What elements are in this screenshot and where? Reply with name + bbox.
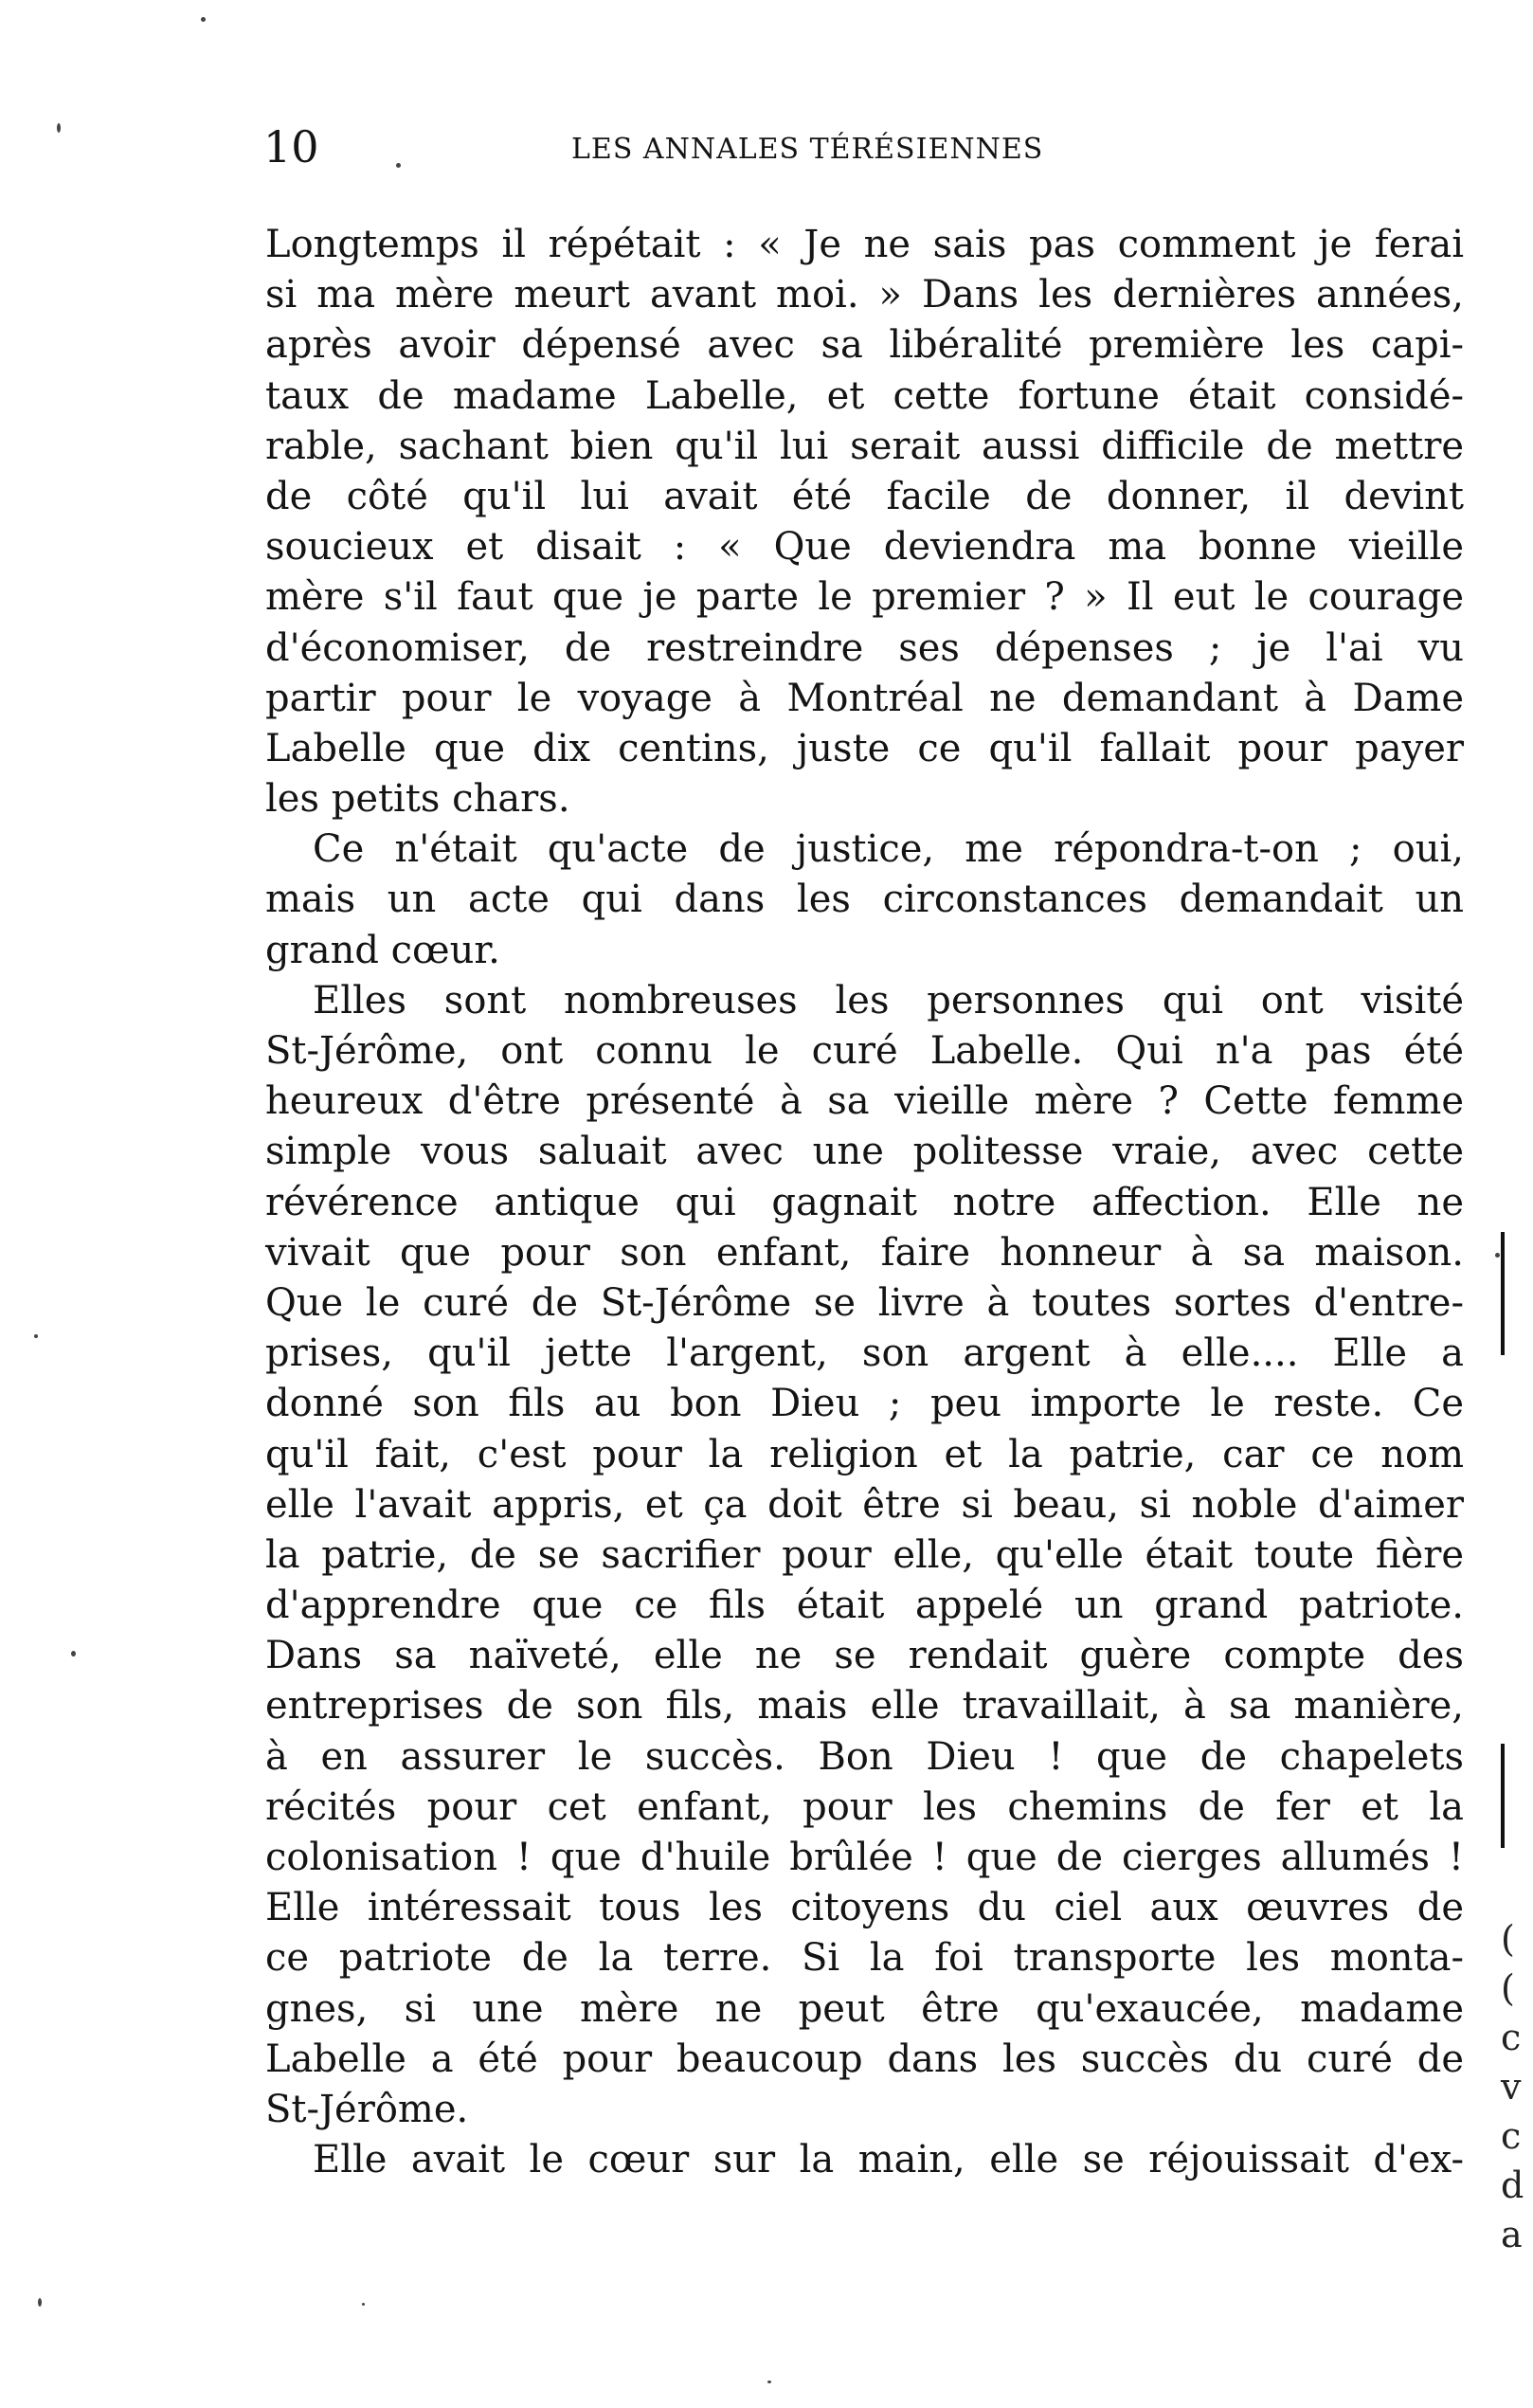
text-line: soucieux et disait : « Que deviendra ma bonne vieille — [265, 525, 1464, 570]
text-line: partir pour le voyage à Montréal ne demandant à Dame — [265, 676, 1464, 720]
text-line: mère s'il faut que je parte le premier ? » Il eut le courage — [265, 575, 1464, 620]
text-line: Que le curé de St-Jérôme se livre à toutes sortes d'entre- — [265, 1280, 1464, 1325]
text-line: St-Jérôme. — [265, 2087, 469, 2131]
margin-rule — [1501, 1232, 1505, 1355]
text-line: elle l'avait appris, et ça doit être si beau, si noble d'aimer — [265, 1482, 1464, 1527]
text-line: Elle intéressait tous les citoyens du ciel aux œuvres de — [265, 1886, 1464, 1930]
text-line: entreprises de son fils, mais elle travaillait, à sa manière, — [265, 1684, 1464, 1729]
text-line: grand cœur. — [265, 928, 500, 972]
text-line: prises, qu'il jette l'argent, son argent à elle.... Elle a — [265, 1331, 1464, 1376]
adjacent-page-margin-fragments — [1501, 1914, 1533, 2259]
text-line: heureux d'être présenté à sa vieille mère ? Cette femme — [265, 1079, 1464, 1124]
scan-speck — [38, 2298, 42, 2307]
text-line: récités pour cet enfant, pour les chemins de fer et la — [265, 1784, 1464, 1829]
scan-speck — [34, 1334, 38, 1338]
scan-speck — [201, 17, 206, 22]
scan-speck — [767, 2381, 771, 2383]
text-line: Elles sont nombreuses les personnes qui ont visité — [313, 978, 1464, 1023]
text-line: révérence antique qui gagnait notre affection. Elle ne — [265, 1180, 1464, 1224]
margin-fragment: d — [1501, 2164, 1524, 2206]
text-line: taux de madame Labelle, et cette fortune était considé- — [265, 373, 1464, 418]
text-line: à en assurer le succès. Bon Dieu ! que de chapelets — [265, 1734, 1464, 1779]
text-line: simple vous saluait avec une politesse vraie, avec cette — [265, 1130, 1464, 1174]
text-line: gnes, si une mère ne peut être qu'exaucée, madame — [265, 1986, 1464, 2031]
text-line: après avoir dépensé avec sa libéralité première les capi- — [265, 323, 1464, 368]
text-line: rable, sachant bien qu'il lui serait aussi difficile de mettre — [265, 424, 1464, 468]
text-line: Dans sa naïveté, elle ne se rendait guère compte des — [265, 1634, 1464, 1678]
margin-fragment: ( — [1501, 1967, 1515, 2009]
text-line: les petits chars. — [265, 777, 570, 822]
text-line: si ma mère meurt avant moi. » Dans les dernières années, — [265, 273, 1464, 317]
text-line: Longtemps il répétait : « Je ne sais pas comment je ferai — [265, 223, 1464, 266]
text-line: la patrie, de se sacrifier pour elle, qu'elle était toute fière — [265, 1532, 1464, 1577]
scan-speck — [57, 123, 61, 133]
text-line: d'apprendre que ce fils était appelé un grand patriote. — [265, 1584, 1464, 1628]
text-line: Labelle que dix centins, juste ce qu'il fallait pour payer — [265, 726, 1464, 770]
text-line: Ce n'était qu'acte de justice, me répondra-t-on ; oui, — [313, 827, 1464, 872]
text-line: vivait que pour son enfant, faire honneur à sa maison. — [265, 1230, 1464, 1275]
margin-fragment: ( — [1501, 1918, 1515, 1960]
margin-fragment: c — [1501, 2017, 1522, 2058]
margin-rule — [1501, 1744, 1505, 1848]
body-text — [265, 220, 1464, 2185]
text-line: mais un acte qui dans les circonstances demandait un — [265, 878, 1464, 922]
text-line: Labelle a été pour beaucoup dans les succès du curé de — [265, 2037, 1464, 2081]
text-line: ce patriote de la terre. Si la foi transporte les monta- — [265, 1936, 1464, 1981]
running-title: LES ANNALES TÉRÉSIENNES — [571, 133, 1044, 166]
text-line: colonisation ! que d'huile brûlée ! que de cierges allumés ! — [265, 1836, 1464, 1879]
scan-speck — [1495, 1253, 1500, 1258]
margin-fragment: a — [1501, 2214, 1523, 2255]
text-line: donné son fils au bon Dieu ; peu importe le reste. Ce — [265, 1382, 1464, 1426]
text-line: d'économiser, de restreindre ses dépenses ; je l'ai vu — [265, 625, 1464, 670]
scan-speck — [71, 1651, 76, 1657]
page-number: 10 — [263, 121, 319, 172]
text-line: St-Jérôme, ont connu le curé Labelle. Qui n'a pas été — [265, 1029, 1464, 1073]
scan-speck — [396, 163, 401, 168]
text-line: de côté qu'il lui avait été facile de donner, il devint — [265, 474, 1464, 518]
text-line: Elle avait le cœur sur la main, elle se réjouissait d'ex- — [313, 2138, 1464, 2182]
margin-fragment: c — [1501, 2115, 1522, 2157]
scan-speck — [362, 2303, 365, 2306]
text-line: qu'il fait, c'est pour la religion et la patrie, car ce nom — [265, 1432, 1464, 1476]
margin-fragment: v — [1501, 2066, 1522, 2108]
